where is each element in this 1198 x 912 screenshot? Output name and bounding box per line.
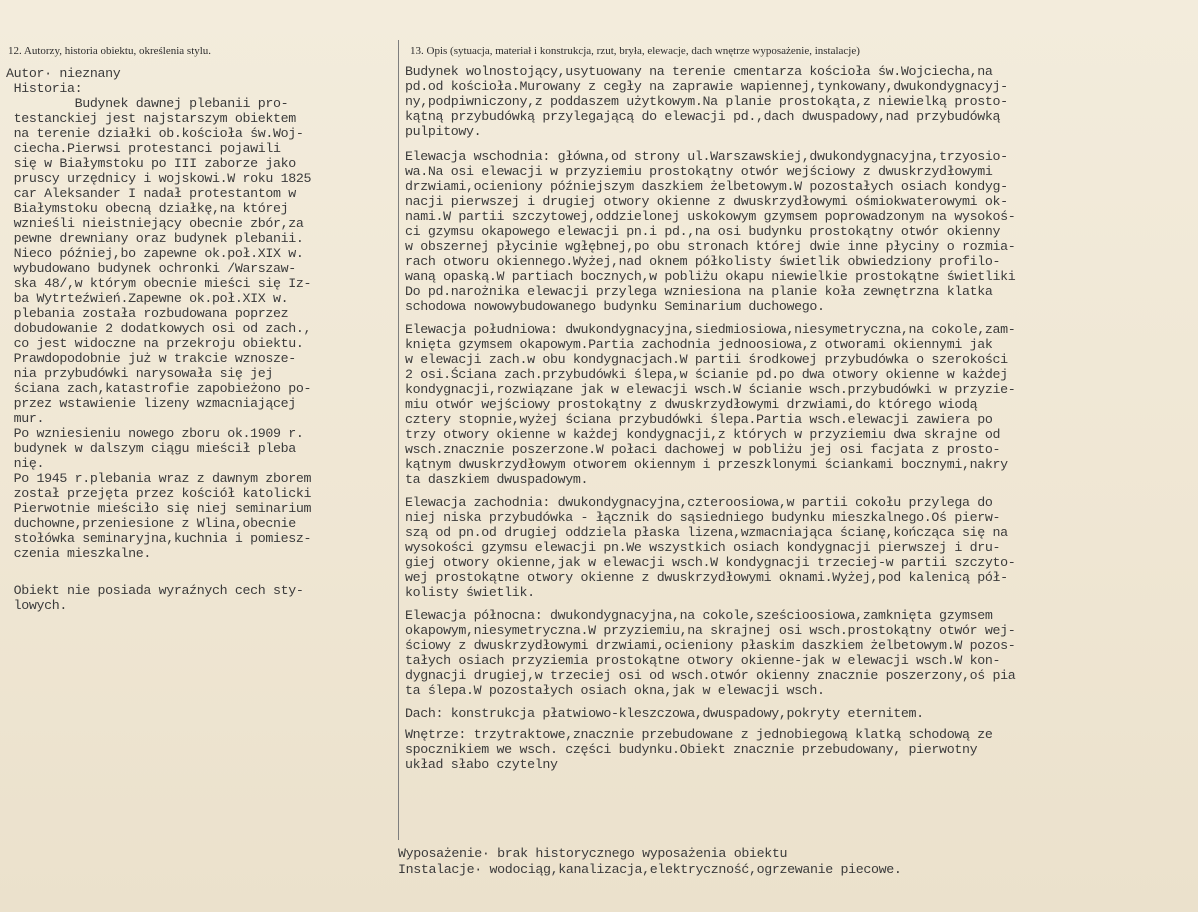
text-line: Białymstoku obecną działkę,na której (6, 201, 289, 216)
description-column (405, 64, 1195, 772)
text-line: tałych osiach przyziemia prostokątne otwory okienne-jak w elewacji wsch.W kon- (405, 653, 1001, 668)
text-line: schodowa nowowybudowanego budynku Seminarium duchowego. (405, 299, 825, 314)
description-paragraph (405, 727, 1195, 772)
text-line: okapowym,niesymetryczna.W przyziemiu,na skrajnej osi wsch.prostokątny otwór wej- (405, 623, 1016, 638)
text-line: dygnacji drugiej,w trzeciej osi od wsch.otwór okienny znacznie poszerzony,oś pia (405, 668, 1016, 683)
equipment-line: Wyposażenie· brak historycznego wyposażenia obiektu (398, 846, 788, 861)
text-line: 2 osi.Ściana zach.przybudówki ślepa,w ścianie pd.po dwa otwory okienne w każdej (405, 367, 1008, 382)
text-line: Elewacja zachodnia: dwukondygnacyjna,czteroosiowa,w partii cokołu przylega do (405, 495, 993, 510)
text-line: Po wzniesieniu nowego zboru ok.1909 r. (6, 426, 304, 441)
text-line: nacji pierwszej i drugiej otwory okienne z dwuskrzydłowymi ośmiokwaterowymi ok- (405, 194, 1008, 209)
description-paragraph (405, 706, 1195, 721)
text-line: spocznikiem we wsch. części budynku.Obiekt znacznie przebudowany, pierwotny (405, 742, 978, 757)
text-line: Budynek dawnej plebanii pro- (6, 96, 289, 111)
text-line: ta daszkiem dwuspadowym. (405, 472, 589, 487)
text-line: dobudowanie 2 dodatkowych osi od zach., (6, 321, 312, 336)
text-line: pulpitowy. (405, 124, 482, 139)
description-paragraph (405, 322, 1195, 487)
text-line: Obiekt nie posiada wyraźnych cech sty- (6, 583, 304, 598)
text-line: Prawdopodobnie już w trakcie wznosze- (6, 351, 296, 366)
text-line: niej niska przybudówka - łącznik do sąsiedniego budynku mieszkalnego.Oś pierw- (405, 510, 1001, 525)
section-12-header: 12. Autorzy, historia obiektu, określenia stylu. (8, 45, 212, 57)
text-line: Do pd.narożnika elewacji przylega wzniesiona na planie koła zewnętrzna klatka (405, 284, 993, 299)
text-line: wej prostokątne otwory okienne z dwuskrzydłowymi oknami.Wyżej,pod kalenicą pół- (405, 570, 1008, 585)
text-line: plebania została rozbudowana poprzez (6, 306, 289, 321)
text-line: ściowy z dwuskrzydłowymi drzwiami,ocieniony płaskim daszkiem żelbetowym.W pozos- (405, 638, 1016, 653)
text-line: czenia mieszkalne. (6, 546, 151, 561)
text-line: nia przybudówki narysowała się jej (6, 366, 274, 381)
text-line: Nieco później,bo zapewne ok.poł.XIX w. (6, 246, 304, 261)
text-line: wa.Na osi elewacji w przyziemiu prostokątny otwór wejściowy z dwuskrzydłowymi (405, 164, 993, 179)
text-line: kątnym dwuskrzydłowym otworem okiennym i przeszklonymi ściankami bocznymi,nakry (405, 457, 1008, 472)
description-paragraph (405, 149, 1195, 314)
description-paragraph (405, 64, 1195, 139)
text-line: Pierwotnie mieściło się niej seminarium (6, 501, 312, 516)
text-line: stołówka seminaryjna,kuchnia i pomiesz- (6, 531, 312, 546)
text-line: wysokości gzymsu elewacji pn.We wszystkich osiach kondygnacji pierwszej i dru- (405, 540, 1001, 555)
text-line: knięta gzymsem okapowym.Partia zachodnia jednoosiowa,z otworami okiennymi jak (405, 337, 993, 352)
text-line: kondygnacji,rozwiązane jak w elewacji wsch.W ścianie wsch.przybudówki w przyzie- (405, 382, 1016, 397)
text-line: duchowne,przeniesione z Wlina,obecnie (6, 516, 296, 531)
installations-line: Instalacje· wodociąg,kanalizacja,elektryczność,ogrzewanie piecowe. (398, 862, 902, 877)
text-line: Autor· nieznany (6, 66, 121, 81)
text-line: na terenie działki ob.kościoła św.Woj- (6, 126, 304, 141)
text-line: lowych. (6, 598, 68, 613)
text-line: wznieśli nieistniejący obecnie zbór,za (6, 216, 304, 231)
history-paragraph (6, 66, 394, 561)
text-line: pewne drewniany oraz budynek plebanii. (6, 231, 304, 246)
text-line: przez wstawienie lizeny wzmacniającej (6, 396, 296, 411)
column-divider (398, 40, 399, 840)
text-line: ta ślepa.W pozostałych osiach okna,jak w elewacji wsch. (405, 683, 825, 698)
text-line: ci gzymsu okapowego elewacji pn.i pd.,na osi budynku prostokątny otwór okienny (405, 224, 1001, 239)
text-line: ściana zach,katastrofie zapobieżono po- (6, 381, 312, 396)
history-paragraph (6, 583, 394, 613)
text-line: w obszernej płycinie wgłębnej,po obu stronach której dwie inne płyciny o rozmia- (405, 239, 1016, 254)
text-line: miu otwór wejściowy prostokątny z dwuskrzydłowymi drzwiami,do którego wiodą (405, 397, 978, 412)
text-line: mur. (6, 411, 45, 426)
text-line: Wnętrze: trzytraktowe,znacznie przebudowane z jednobiegową klatką schodową ze (405, 727, 993, 742)
text-line: Dach: konstrukcja płatwiowo-kleszczowa,dwuspadowy,pokryty eternitem. (405, 706, 924, 721)
text-line: Budynek wolnostojący,usytuowany na terenie cmentarza kościoła św.Wojciecha,na (405, 64, 993, 79)
section-13-header: 13. Opis (sytuacja, materiał i konstrukcja, rzut, bryła, elewacje, dach wnętrze wyposażenie, instalacje) (410, 45, 860, 57)
text-line: nami.W partii szczytowej,oddzielonej uskokowym gzymsem poprowadzonym na wysokoś- (405, 209, 1016, 224)
text-line: co jest widoczne na przekroju obiektu. (6, 336, 304, 351)
text-line: w elewacji zach.w obu kondygnacjach.W partii środkowej przybudówka o szerokości (405, 352, 1008, 367)
text-line: wybudowano budynek ochronki /Warszaw- (6, 261, 296, 276)
text-line: Elewacja północna: dwukondygnacyjna,na cokole,sześcioosiowa,zamknięta gzymsem (405, 608, 993, 623)
text-line: budynek w dalszym ciągu mieścił pleba (6, 441, 296, 456)
description-paragraph (405, 495, 1195, 600)
text-line: testanckiej jest najstarszym obiektem (6, 111, 296, 126)
text-line: drzwiami,ocieniony późniejszym daszkiem żelbetowym.W pozostałych osiach kondyg- (405, 179, 1008, 194)
text-line: kolisty świetlik. (405, 585, 535, 600)
text-line: szą od pn.od drugiej oddziela płaska lizena,wzmacniająca ścianę,kończąca się na (405, 525, 1008, 540)
text-line: ny,podpiwniczony,z poddaszem użytkowym.Na planie prostokąta,z niewielką prosto- (405, 94, 1008, 109)
text-line: ba Wytrteźwień.Zapewne ok.poł.XIX w. (6, 291, 289, 306)
history-column (6, 66, 394, 613)
text-line: ska 48/,w którym obecnie mieści się Iz- (6, 276, 312, 291)
text-line: cztery stopnie,wyżej ściana przybudówki ślepa.Partia wsch.elewacji zawiera po (405, 412, 993, 427)
equipment-installations (398, 846, 1178, 878)
text-line: został przejęta przez kościół katolicki (6, 486, 312, 501)
text-line: kątną przybudówką przylegającą do elewacji pd.,dach dwuspadowy,nad przybudówką (405, 109, 1001, 124)
text-line: Elewacja wschodnia: główna,od strony ul.Warszawskiej,dwukondygnacyjna,trzyosio- (405, 149, 1008, 164)
text-line: giej otwory okienne,jak w elewacji wsch.W kondygnacji trzeciej-w partii szczyto- (405, 555, 1016, 570)
text-line: nię. (6, 456, 45, 471)
text-line: pd.od kościoła.Murowany z cegły na zaprawie wapiennej,tynkowany,dwukondygnacyj- (405, 79, 1008, 94)
text-line: waną opaską.W partiach bocznych,w pobliżu okapu niewielkie prostokątne świetliki (405, 269, 1016, 284)
description-paragraph (405, 608, 1195, 698)
text-line: pruscy urzędnicy i wojskowi.W roku 1825 (6, 171, 312, 186)
text-line: wsch.znacznie poszerzone.W połaci dachowej w pobliżu jej osi facjata z prosto- (405, 442, 1001, 457)
text-line: ciecha.Pierwsi protestanci pojawili (6, 141, 281, 156)
text-line: się w Białymstoku po III zaborze jako (6, 156, 296, 171)
text-line: Po 1945 r.plebania wraz z dawnym zborem (6, 471, 312, 486)
text-line: rach otworu okiennego.Wyżej,nad oknem półkolisty świetlik obwiedziony profilo- (405, 254, 1001, 269)
text-line: układ słabo czytelny (405, 757, 558, 772)
text-line: car Aleksander I nadał protestantom w (6, 186, 296, 201)
text-line: trzy otwory okienne w każdej kondygnacji,z których w przyziemiu dwa skrajne od (405, 427, 1001, 442)
text-line: Historia: (6, 81, 83, 96)
text-line: Elewacja południowa: dwukondygnacyjna,siedmiosiowa,niesymetryczna,na cokole,zam- (405, 322, 1016, 337)
